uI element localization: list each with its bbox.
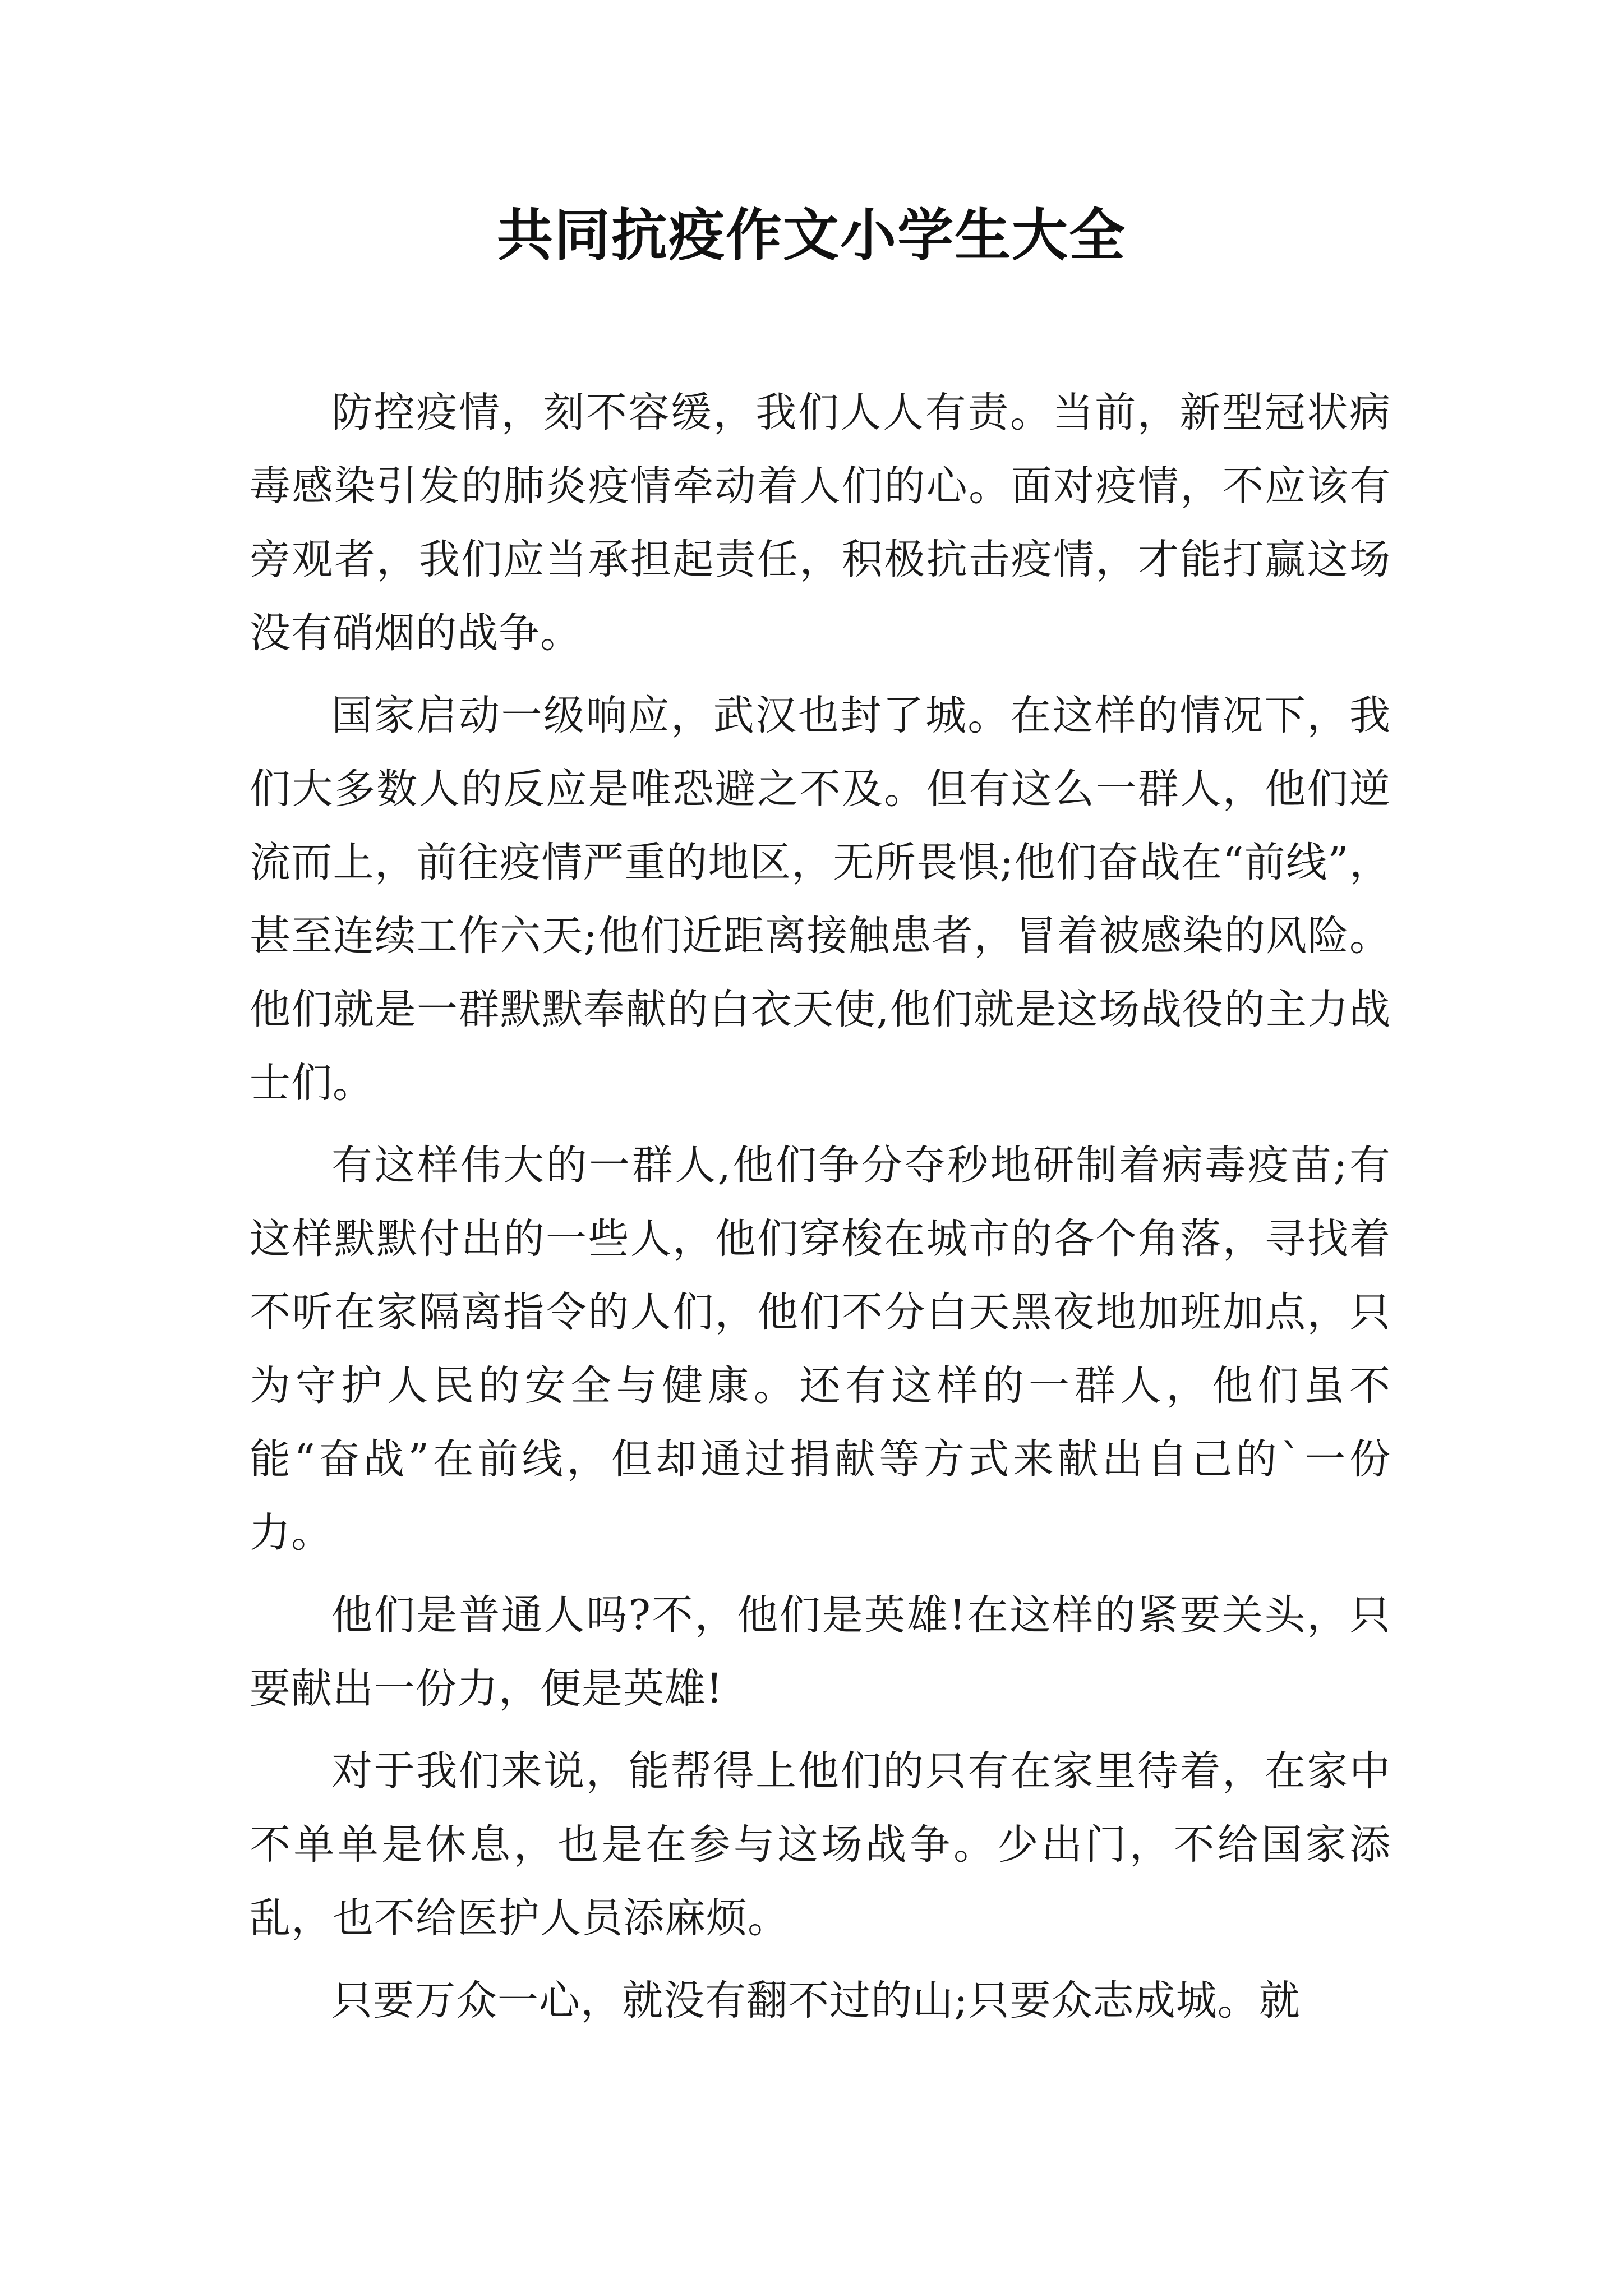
paragraph: 对于我们来说，能帮得上他们的只有在家里待着，在家中不单单是休息，也是在参与这场战争。少出门，不给国家添乱，也不给医护人员添麻烦。	[250, 1747, 1391, 1942]
paragraph: 他们是普通人吗?不，他们是英雄!在这样的紧要关头，只要献出一份力，便是英雄!	[250, 1591, 1391, 1713]
paragraph: 国家启动一级响应，武汉也封了城。在这样的情况下，我们大多数人的反应是唯恐避之不及。但有这么一群人，他们逆流而上，前往疫情严重的地区，无所畏惧;他们奋战在“前线”，甚至连续工作六天;他们近距离接触患者，冒着被感染的风险。他们就是一群默默奉献的白衣天使,他们就是这场战役的主力战士们。	[250, 692, 1391, 1107]
paragraph: 只要万众一心，就没有翻不过的山;只要众志成城。就	[331, 1977, 1301, 2024]
paragraph: 防控疫情，刻不容缓，我们人人有责。当前，新型冠状病毒感染引发的肺炎疫情牵动着人们的心。面对疫情，不应该有旁观者，我们应当承担起责任，积极抗击疫情，才能打赢这场没有硝烟的战争。	[250, 389, 1391, 657]
document-title: 共同抗疫作文小学生大全	[497, 203, 1126, 268]
paragraph: 有这样伟大的一群人,他们争分夺秒地研制着病毒疫苗;有这样默默付出的一些人，他们穿梭在城市的各个角落，寻找着不听在家隔离指令的人们，他们不分白天黑夜地加班加点，只为守护人民的安全与健康。还有这样的一群人，他们虽不能“奋战”在前线，但却通过捐献等方式来献出自己的`一份力。	[250, 1142, 1391, 1557]
document-body	[250, 376, 1391, 2037]
